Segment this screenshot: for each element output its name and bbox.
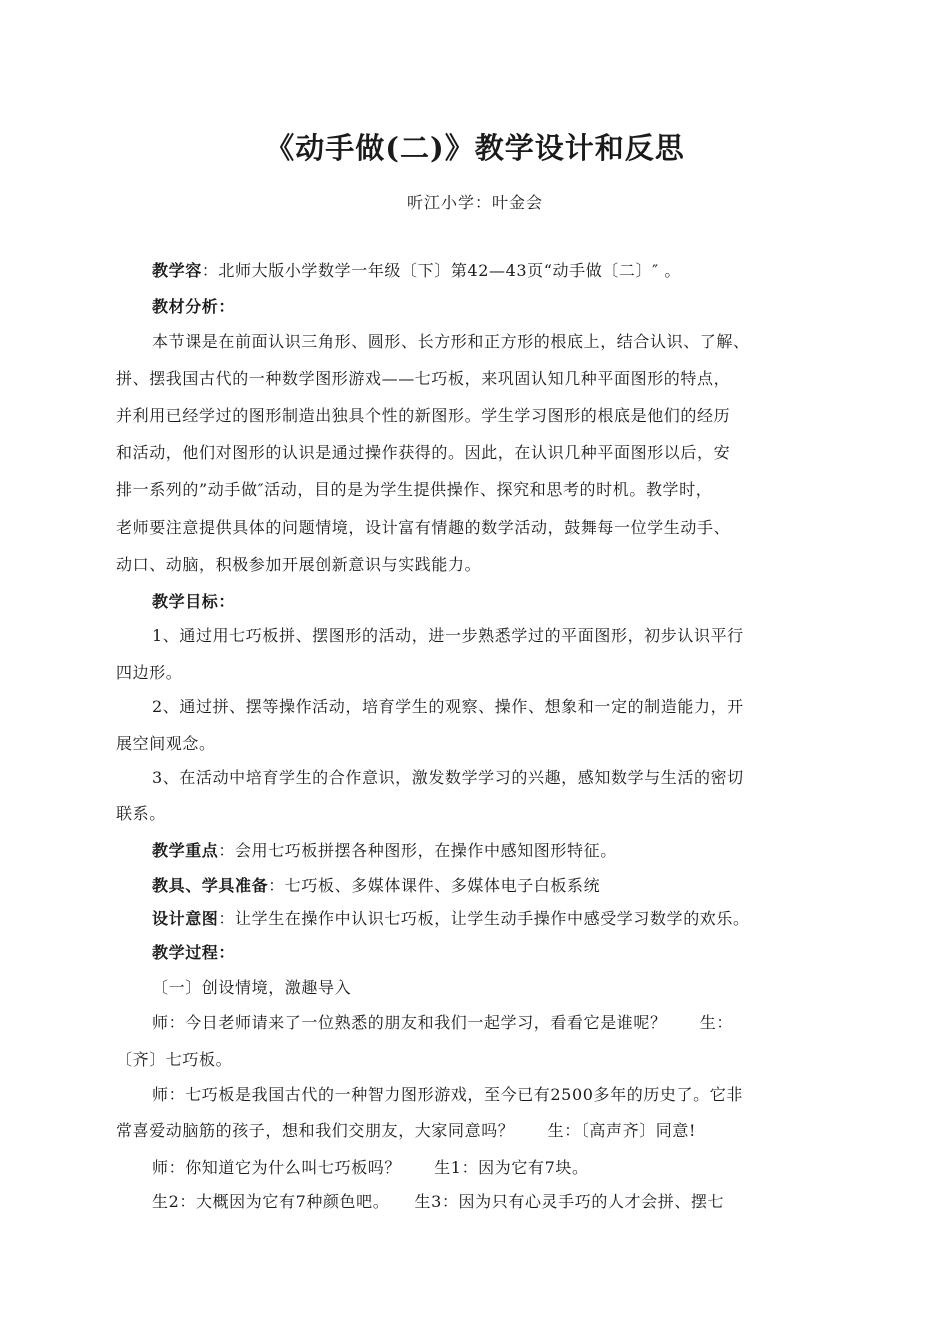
process-line: 师：七巧板是我国古代的一种智力图形游戏，至今已有2500多年的历史了。它非 — [152, 1085, 743, 1104]
key-point-line — [152, 838, 617, 861]
process-line: 生2：大概因为它有7种颜色吧。 生3：因为只有心灵手巧的人才会拼、摆七 — [152, 1192, 725, 1211]
content-label: 教学容 — [152, 261, 202, 280]
intent-line — [152, 906, 750, 929]
analysis-line: 本节课是在前面认识三角形、圆形、长方形和正方形的根底上，结合认识、了解、 — [152, 332, 750, 351]
goal-item-cont: 联系。 — [116, 804, 166, 823]
goal-item: 1、通过用七巧板拼、摆图形的活动，进一步熟悉学过的平面图形，初步认识平行 — [152, 626, 744, 645]
tools-text: ：七巧板、多媒体课件、多媒体电子白板系统 — [268, 876, 601, 895]
intent-text: ：让学生在操作中认识七巧板，让学生动手操作中感受学习数学的欢乐。 — [218, 909, 750, 928]
goal-item: 2、通过拼、摆等操作活动，培育学生的观察、操作、想象和一定的制造能力，开 — [152, 697, 744, 716]
process-heading: 教学过程： — [152, 943, 236, 962]
goal-item-cont: 展空间观念。 — [116, 734, 216, 753]
tools-label: 教具、学具准备 — [152, 876, 269, 895]
content-line — [152, 258, 681, 281]
analysis-line: 并利用已经学过的图形制造出独具个性的新图形。学生学习图形的根底是他们的经历 — [116, 406, 731, 425]
process-line: 〔一〕创设情境，激趣导入 — [152, 978, 352, 997]
author-line: 听江小学：叶金会 — [406, 193, 543, 212]
process-line: 师：你知道它为什么叫七巧板吗？ 生1：因为它有7块。 — [152, 1158, 589, 1177]
key-point-text: ：会用七巧板拼摆各种图形，在操作中感知图形特征。 — [218, 841, 617, 860]
document-title: 《动手做(二)》教学设计和反思 — [265, 131, 685, 165]
intent-label: 设计意图 — [152, 909, 219, 928]
analysis-line: 动口、动脑，积极参加开展创新意识与实践能力。 — [116, 555, 482, 574]
analysis-line: 拼、摆我国古代的一种数学图形游戏——七巧板，来巩固认知几种平面图形的特点， — [116, 369, 731, 388]
process-line: 常喜爱动脑筋的孩子，想和我们交朋友，大家同意吗？ 生：〔高声齐〕同意! — [116, 1121, 697, 1140]
analysis-heading: 教材分析： — [152, 297, 236, 316]
key-point-label: 教学重点 — [152, 841, 219, 860]
analysis-line: 排一系列的”动手做″活动，目的是为学生提供操作、探究和思考的时机。教学时， — [116, 480, 713, 499]
process-line: 师：今日老师请来了一位熟悉的朋友和我们一起学习，看看它是谁呢？ 生： — [152, 1013, 734, 1032]
goal-item-cont: 四边形。 — [116, 663, 183, 682]
analysis-line: 和活动，他们对图形的认识是通过操作获得的。因此，在认识几种平面图形以后，安 — [116, 443, 731, 462]
process-line: 〔齐〕七巧板。 — [116, 1050, 233, 1069]
goals-heading: 教学目标： — [152, 592, 236, 611]
goal-item: 3、在活动中培育学生的合作意识，激发数学学习的兴趣，感知数学与生活的密切 — [152, 768, 744, 787]
content-text: ：北师大版小学数学一年级〔下〕第42—43页“动手做〔二〕″ 。 — [201, 261, 681, 280]
analysis-line: 老师要注意提供具体的问题情境，设计富有情趣的数学活动，鼓舞每一位学生动手、 — [116, 518, 731, 537]
tools-line — [152, 873, 600, 896]
